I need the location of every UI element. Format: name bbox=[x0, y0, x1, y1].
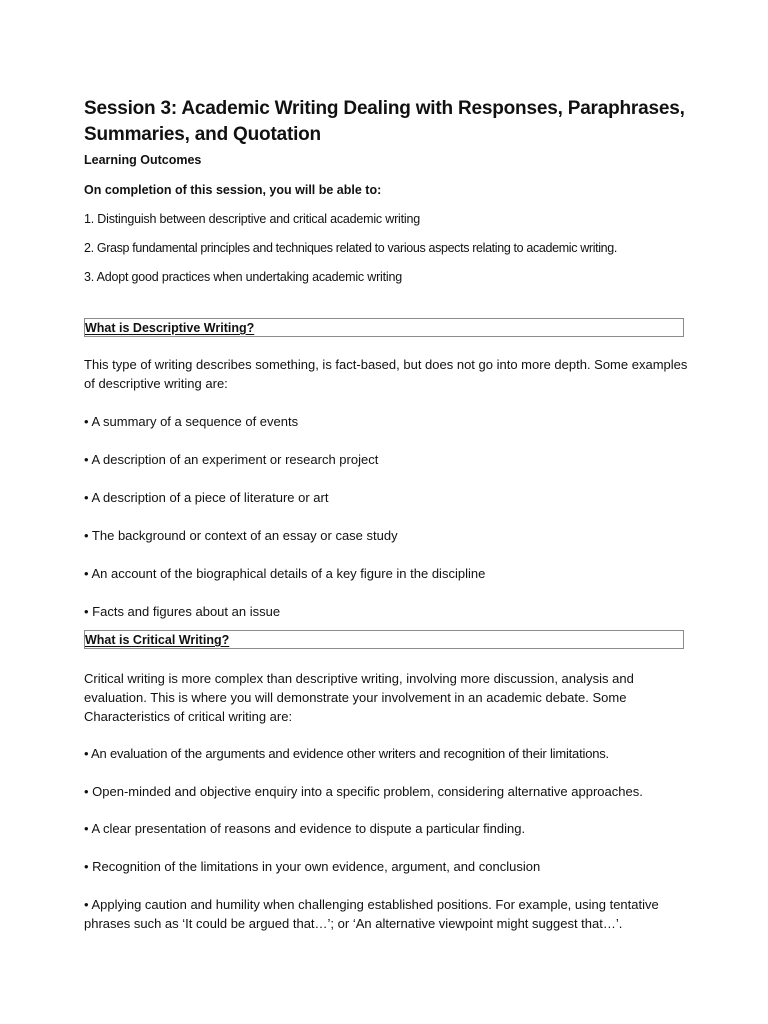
descriptive-bullet-3: • A description of a piece of literature or art bbox=[84, 490, 329, 505]
completion-intro: On completion of this session, you will be able to: bbox=[84, 183, 382, 197]
descriptive-bullet-5: • An account of the biographical details of a key figure in the discipline bbox=[84, 566, 486, 581]
document-body bbox=[84, 96, 688, 933]
session-title bbox=[84, 96, 688, 148]
descriptive-intro: This type of writing describes something, is fact-based, but does not go into more depth. Some examples of descriptive writing are: bbox=[84, 357, 688, 391]
descriptive-bullet-2: • A description of an experiment or research project bbox=[84, 452, 379, 467]
critical-bullet-5: • Applying caution and humility when challenging established positions. For example, using tentative phrases such as ‘It could be argued that…’; or ‘An alternative viewpoint might suggest that…’. bbox=[84, 897, 659, 931]
outcome-item-2: 2. Grasp fundamental principles and techniques related to various aspects relating to academic writing. bbox=[84, 241, 618, 255]
critical-intro: Critical writing is more complex than descriptive writing, involving more discussion, analysis and evaluation. This is where you will demonstrate your involvement in an academic debate. Some Characteristics of critical writing are: bbox=[84, 671, 634, 724]
critical-bullet-2: • Open-minded and objective enquiry into a specific problem, considering alternative approaches. bbox=[84, 784, 643, 799]
descriptive-bullet-1: • A summary of a sequence of events bbox=[84, 414, 299, 429]
learning-outcomes-heading: Learning Outcomes bbox=[84, 153, 202, 167]
outcome-item-3: 3. Adopt good practices when undertaking academic writing bbox=[84, 270, 402, 284]
descriptive-bullet-4: • The background or context of an essay or case study bbox=[84, 528, 398, 543]
critical-writing-heading: What is Critical Writing? bbox=[84, 630, 684, 649]
session-title-line-2: Summaries, and Quotation bbox=[84, 124, 321, 145]
critical-bullet-3: • A clear presentation of reasons and evidence to dispute a particular finding. bbox=[84, 821, 526, 836]
outcome-item-1: 1. Distinguish between descriptive and critical academic writing bbox=[84, 212, 420, 226]
critical-bullet-4: • Recognition of the limitations in your own evidence, argument, and conclusion bbox=[84, 859, 541, 874]
session-title-line-1: Session 3: Academic Writing Dealing with Responses, Paraphrases, bbox=[84, 98, 685, 119]
descriptive-writing-heading: What is Descriptive Writing? bbox=[84, 318, 684, 337]
descriptive-bullet-6: • Facts and figures about an issue bbox=[84, 604, 281, 619]
critical-bullet-1: • An evaluation of the arguments and evidence other writers and recognition of their limitations. bbox=[84, 746, 609, 761]
